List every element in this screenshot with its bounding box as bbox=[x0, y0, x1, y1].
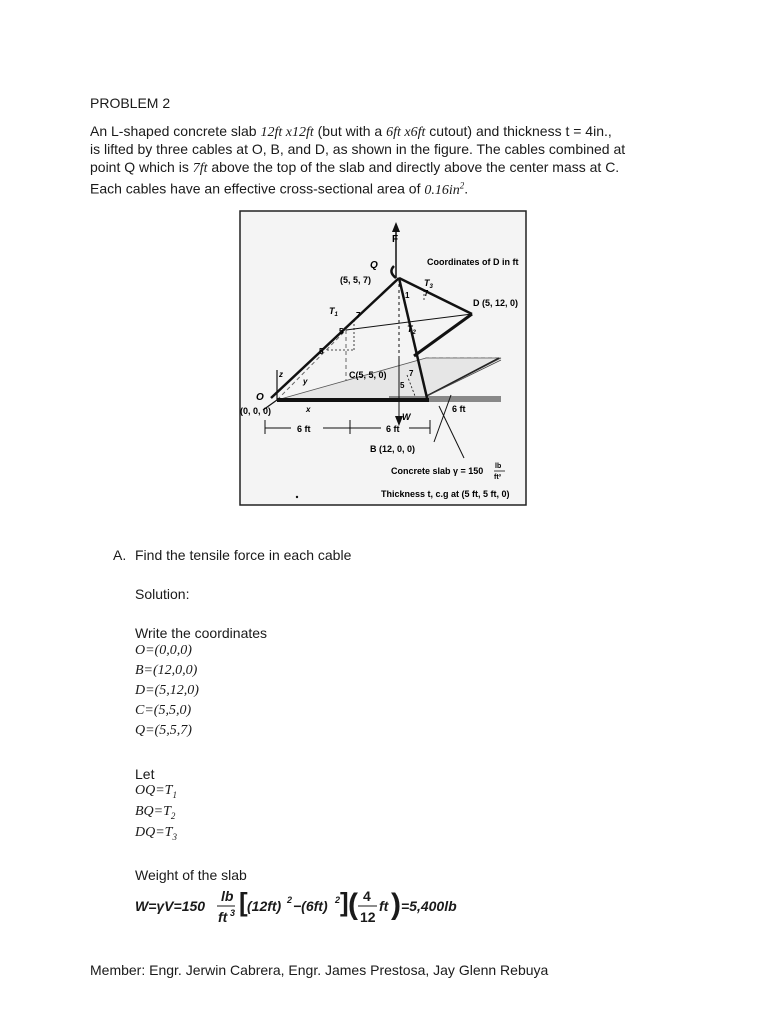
figure-dot bbox=[296, 496, 298, 498]
let-bq: $BQ=T_2$ bbox=[135, 804, 176, 821]
weight-label: Weight of the slab bbox=[135, 867, 247, 883]
label-dim-6ft-a: 6 ft bbox=[297, 424, 311, 434]
slab-cable-figure bbox=[239, 210, 527, 506]
statement-line-3: point Q which is 7ft above the top of the slab and directly above the center mass at C. bbox=[90, 159, 620, 176]
label-n5a: 5 bbox=[339, 327, 344, 336]
part-a-question bbox=[113, 546, 351, 564]
label-b: B (12, 0, 0) bbox=[370, 444, 416, 454]
cutout-dimension: 6ft x6ft bbox=[386, 125, 426, 140]
label-o-coord: (0, 0, 0) bbox=[240, 406, 272, 416]
weight-lbracket: [ bbox=[239, 887, 248, 917]
weight-rbracket: ] bbox=[340, 887, 349, 917]
let-dq: $DQ=T_3$ bbox=[135, 825, 177, 842]
part-a-text: Find the tensile force in each cable bbox=[135, 547, 352, 563]
weight-frac1-den: ft bbox=[218, 909, 228, 925]
label-q-coord: (5, 5, 7) bbox=[340, 275, 372, 285]
problem-title: PROBLEM 2 bbox=[90, 95, 171, 111]
coord-d: D=(5,12,0) bbox=[135, 683, 199, 698]
solution-label: Solution: bbox=[135, 586, 190, 602]
weight-frac2-den: 12 bbox=[360, 909, 376, 925]
label-n5c: 5 bbox=[400, 381, 405, 390]
label-slab: Concrete slab γ = 150 bbox=[391, 466, 484, 476]
coord-o: O=(0,0,0) bbox=[135, 643, 192, 658]
label-t3: $T_3$ bbox=[424, 278, 433, 290]
weight-term2: −(6ft) bbox=[293, 898, 328, 914]
label-d: D (5, 12, 0) bbox=[473, 298, 519, 308]
weight-sq2: 2 bbox=[335, 895, 341, 905]
label-w: W bbox=[402, 412, 411, 422]
slab-dimension: 12ft x12ft bbox=[260, 125, 314, 140]
weight-frac2-num: 4 bbox=[363, 888, 371, 904]
area-value: $0.16in^2$ bbox=[424, 180, 465, 198]
label-slab-unit-num: lb bbox=[495, 463, 502, 470]
weight-term1: (12ft) bbox=[247, 898, 282, 914]
weight-rparen: ) bbox=[391, 888, 401, 921]
height-value: 7ft bbox=[192, 161, 208, 176]
weight-result: =5,400lb bbox=[401, 898, 457, 914]
label-thickness: Thickness t, c.g at (5 ft, 5 ft, 0) bbox=[381, 489, 510, 499]
weight-frac1-num: lb bbox=[221, 888, 234, 904]
label-x: x bbox=[306, 405, 311, 414]
part-a-marker: A. bbox=[113, 547, 127, 563]
label-y: y bbox=[303, 377, 308, 386]
weight-sq1: 2 bbox=[287, 895, 293, 905]
label-slab-unit-den: ft³ bbox=[494, 474, 501, 481]
statement-line-4: Each cables have an effective cross-sectional area of $0.16in^2$. bbox=[90, 180, 469, 198]
label-f: F bbox=[392, 234, 399, 245]
label-n7a: 7 bbox=[356, 311, 361, 320]
label-o: O bbox=[256, 392, 264, 403]
statement-line-2: is lifted by three cables at O, B, and D, as shown in the figure. The cables combined at bbox=[90, 141, 626, 157]
label-n7b: 7 bbox=[424, 289, 429, 298]
write-coords-label: Write the coordinates bbox=[135, 625, 268, 641]
coord-b: B=(12,0,0) bbox=[135, 663, 198, 678]
label-n7c: 7 bbox=[409, 369, 414, 378]
coord-q: Q=(5,5,7) bbox=[135, 723, 192, 738]
label-c: C(5, 5, 0) bbox=[349, 370, 387, 380]
footer-members: Member: Engr. Jerwin Cabrera, Engr. James Prestosa, Jay Glenn Rebuya bbox=[90, 962, 549, 978]
weight-ft: ft bbox=[379, 898, 389, 914]
label-q: Q bbox=[370, 260, 378, 271]
weight-lparen: ( bbox=[348, 888, 358, 921]
label-n1: 1 bbox=[405, 291, 410, 300]
coord-c: C=(5,5,0) bbox=[135, 703, 192, 718]
let-label: Let bbox=[135, 766, 155, 782]
label-coord-note: Coordinates of D in ft bbox=[427, 257, 519, 267]
label-t1: $T_1$ bbox=[329, 306, 338, 318]
label-z: z bbox=[279, 370, 283, 379]
label-t2: $T_2$ bbox=[407, 324, 416, 336]
weight-frac1-sup: 3 bbox=[230, 908, 236, 918]
label-dim-6ft-b: 6 ft bbox=[386, 424, 400, 434]
label-n5b: 5 bbox=[319, 347, 324, 356]
weight-lhs: W=γV=150 bbox=[135, 898, 206, 914]
let-oq: $OQ=T_1$ bbox=[135, 783, 177, 800]
weight-equation bbox=[135, 885, 465, 927]
problem-statement bbox=[90, 122, 680, 198]
label-dim-6ft-c: 6 ft bbox=[452, 404, 466, 414]
statement-line-1: An L-shaped concrete slab 12ft x12ft (but with a 6ft x6ft cutout) and thickness t = 4in., bbox=[90, 123, 612, 140]
